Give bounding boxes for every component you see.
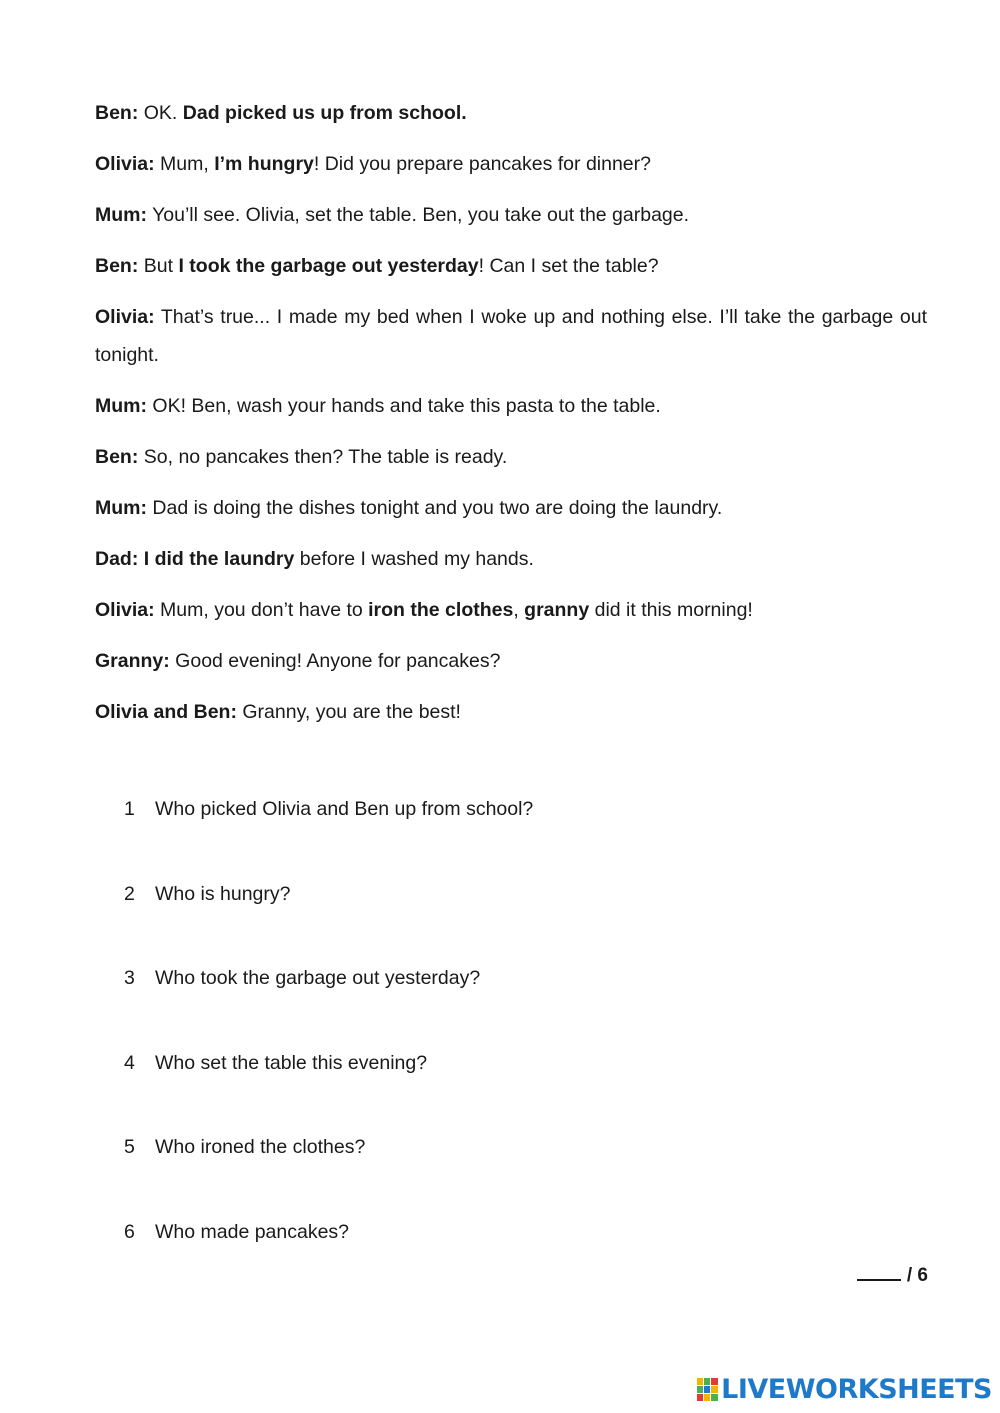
dialogue-segment: OK! Ben, wash your hands and take this pasta to the table. <box>147 395 661 417</box>
dialogue-segment: Dad picked us up from school. <box>182 102 467 124</box>
dialogue-line <box>95 540 927 578</box>
dialogue-line <box>95 196 927 234</box>
dialogue-segment: Good evening! Anyone for pancakes? <box>169 650 501 672</box>
dialogue-segment: But <box>138 255 179 277</box>
speaker-name: Dad: <box>95 548 139 570</box>
question-number: 2 <box>124 882 135 905</box>
dialogue-segment: I’m hungry <box>214 153 314 175</box>
speaker-name: Olivia: <box>95 153 155 175</box>
speaker-name: Granny: <box>95 650 170 672</box>
dialogue-line <box>95 438 927 476</box>
dialogue-segment: That’s true... I made my bed when I woke up and nothing else. I’ll take the garbage out tonight. <box>95 306 927 366</box>
brand-footer <box>697 1375 992 1405</box>
dialogue-segment: did it this morning! <box>589 599 753 621</box>
question-text: Who made pancakes? <box>155 1220 350 1243</box>
speaker-name: Mum: <box>95 204 147 226</box>
dialogue-segment: OK. <box>138 102 183 124</box>
question-number: 3 <box>124 967 135 990</box>
question-text: Who is hungry? <box>155 882 291 905</box>
question-item <box>124 963 824 993</box>
dialogue-segment: I did the laundry <box>143 548 295 570</box>
dialogue-line <box>95 642 927 680</box>
dialogue-line <box>95 387 927 425</box>
dialogue-segment: iron the clothes <box>368 599 514 621</box>
dialogue-line <box>95 591 927 629</box>
speaker-name: Olivia and Ben: <box>95 701 237 723</box>
speaker-name: Mum: <box>95 497 147 519</box>
question-item <box>124 1217 824 1247</box>
question-text: Who picked Olivia and Ben up from school? <box>155 798 534 820</box>
dialogue-segment: Mum, <box>154 153 215 175</box>
dialogue-segment: , <box>513 599 525 621</box>
question-text: Who ironed the clothes? <box>155 1136 366 1159</box>
speaker-name: Ben: <box>95 446 139 468</box>
dialogue-segment: I took the garbage out yesterday <box>178 255 479 277</box>
speaker-name: Olivia: <box>95 306 155 328</box>
score-answer-blank[interactable] <box>857 1263 901 1281</box>
dialogue-segment: ! Can I set the table? <box>478 255 659 277</box>
dialogue-text <box>95 94 927 744</box>
dialogue-line <box>95 247 927 285</box>
dialogue-segment: Mum, you don’t have to <box>154 599 369 621</box>
score-box <box>857 1263 928 1289</box>
question-item <box>124 794 824 824</box>
speaker-name: Mum: <box>95 395 147 417</box>
dialogue-segment: ! Did you prepare pancakes for dinner? <box>313 153 651 175</box>
dialogue-line <box>95 489 927 527</box>
question-number: 5 <box>124 1136 135 1159</box>
question-list <box>124 794 824 1302</box>
question-text: Who set the table this evening? <box>155 1051 428 1074</box>
dialogue-segment: Dad is doing the dishes tonight and you two are doing the laundry. <box>147 497 723 519</box>
dialogue-segment: Granny, you are the best! <box>236 701 461 723</box>
question-number: 6 <box>124 1220 135 1243</box>
dialogue-line <box>95 298 927 374</box>
question-number: 1 <box>124 798 135 820</box>
speaker-name: Olivia: <box>95 599 155 621</box>
score-total: / 6 <box>906 1265 928 1286</box>
dialogue-line <box>95 693 927 731</box>
speaker-name: Ben: <box>95 102 139 124</box>
question-number: 4 <box>124 1051 135 1074</box>
dialogue-segment: So, no pancakes then? The table is ready. <box>138 446 508 468</box>
speaker-name: Ben: <box>95 255 139 277</box>
dialogue-segment: You’ll see. Olivia, set the table. Ben, you take out the garbage. <box>147 204 690 226</box>
question-item <box>124 879 824 909</box>
dialogue-line <box>95 145 927 183</box>
liveworksheets-logo-icon <box>697 1378 719 1402</box>
question-item <box>124 1048 824 1078</box>
question-text: Who took the garbage out yesterday? <box>155 967 481 990</box>
dialogue-segment: before I washed my hands. <box>294 548 534 570</box>
dialogue-segment: granny <box>524 599 590 621</box>
brand-name: LIVEWORKSHEETS <box>721 1374 992 1405</box>
dialogue-line <box>95 94 927 132</box>
question-item <box>124 1132 824 1162</box>
